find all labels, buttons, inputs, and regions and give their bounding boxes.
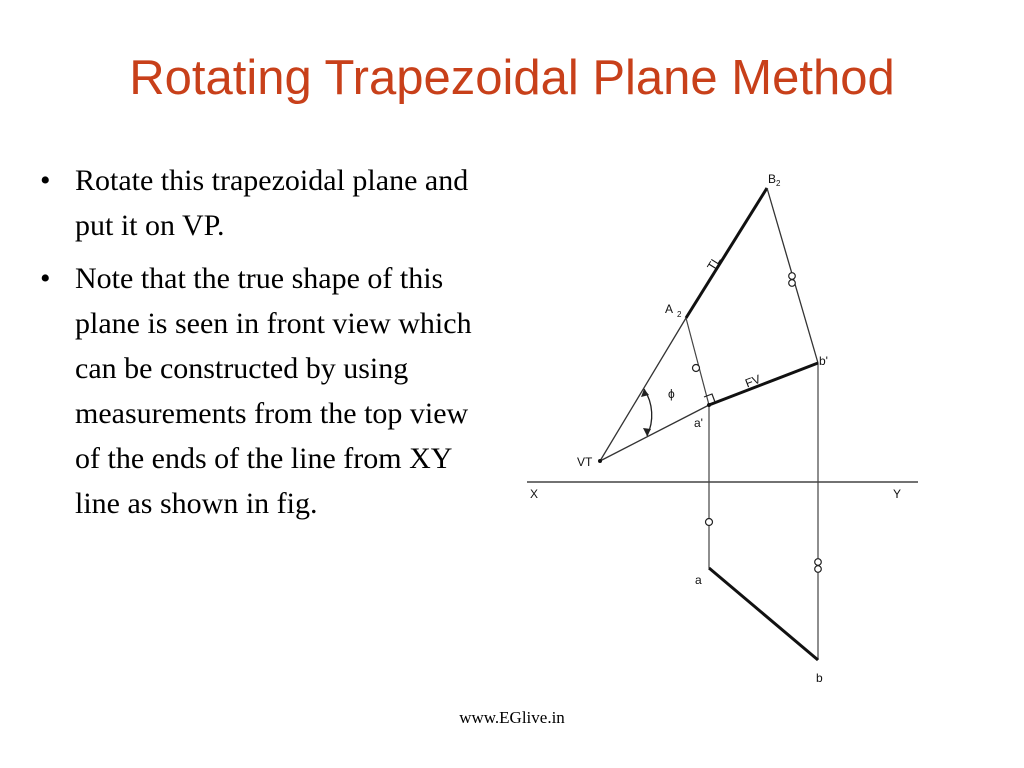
true-length-line	[686, 188, 767, 318]
b-prime-label: b'	[819, 354, 828, 368]
phi-label: ϕ	[668, 387, 675, 401]
a2-label-main: A	[665, 302, 674, 316]
distance-marker-double	[789, 280, 796, 287]
distance-marker-single	[693, 365, 700, 372]
distance-marker-single	[706, 519, 713, 526]
fv-label: FV	[743, 371, 763, 391]
bullet-item	[40, 256, 490, 526]
right-angle-marker	[704, 394, 715, 402]
distance-marker-double	[815, 559, 822, 566]
projection-diagram	[520, 160, 940, 700]
y-label: Y	[893, 487, 902, 501]
distance-marker-double	[815, 566, 822, 573]
bullet-text: Rotate this trapezoidal plane and put it on VP.	[75, 164, 469, 242]
front-view-line	[709, 363, 818, 405]
b2-label	[768, 172, 781, 188]
a-prime-point	[707, 403, 711, 407]
x-label: X	[530, 487, 539, 501]
vt-point	[598, 459, 602, 463]
a-label: a	[695, 573, 702, 587]
b2-label-main: B	[768, 172, 777, 186]
locus-a2-a-prime	[686, 318, 709, 405]
slide-title: Rotating Trapezoidal Plane Method	[129, 51, 895, 105]
a-prime-label: a'	[694, 416, 703, 430]
bullet-text: Note that the true shape of this plane is seen in front view which can be constructed by using measurements from the top view of the ends of the line from XY line as shown in fig.	[75, 262, 472, 520]
top-view-line	[709, 568, 818, 660]
bullet-marker: •	[40, 164, 51, 197]
vt-label: VT	[577, 455, 593, 469]
bullet-list	[40, 158, 490, 534]
a2-label	[665, 302, 682, 319]
bullet-marker: •	[40, 262, 51, 295]
footer-url: www.EGlive.in	[459, 708, 565, 727]
tl-label: TL	[704, 253, 724, 273]
distance-marker-double	[789, 273, 796, 280]
a2-label-sub: 2	[677, 310, 682, 319]
bullet-item	[40, 158, 490, 248]
b2-label-sub: 2	[776, 179, 781, 188]
b-label: b	[816, 671, 823, 685]
